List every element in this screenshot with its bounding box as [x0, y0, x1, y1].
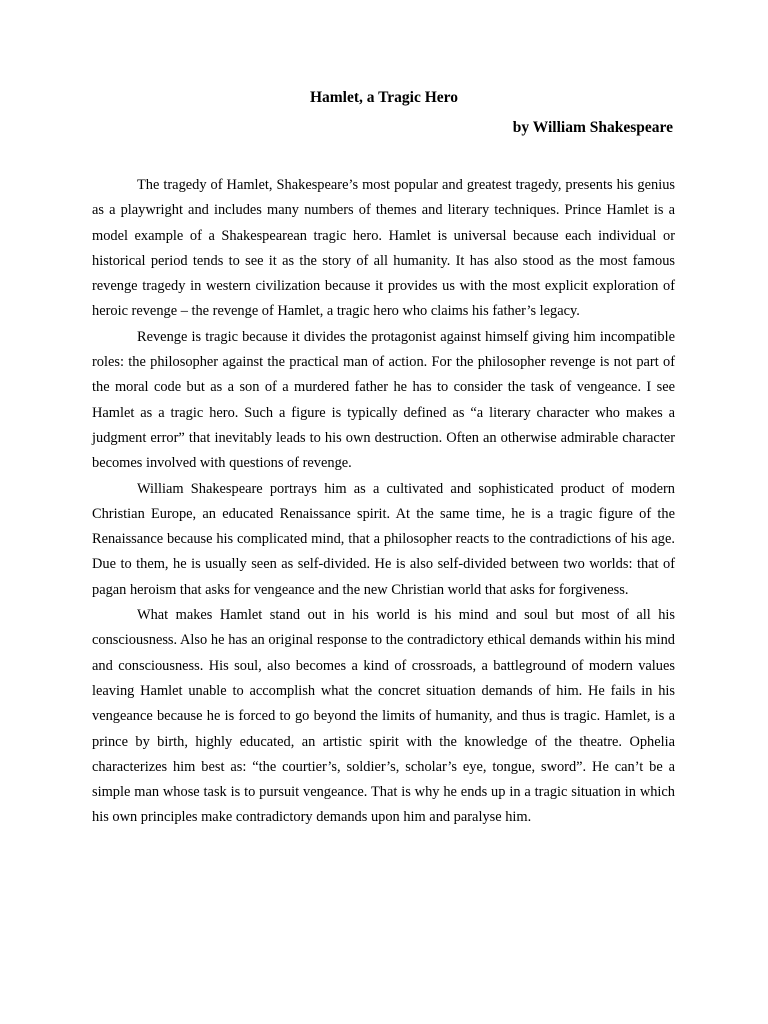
- document-title: Hamlet, a Tragic Hero: [309, 89, 459, 106]
- document-body: [92, 173, 675, 831]
- document-byline: by William Shakespeare: [512, 119, 673, 136]
- paragraph: The tragedy of Hamlet, Shakespeare’s most popular and greatest tragedy, presents his genius as a playwright and includes many numbers of themes and literary techniques. Prince Hamlet is a model example of a Shakespearean tragic hero. Hamlet is universal because each individual or historical period tends to see it as the story of all humanity. It has also stood as the most famous revenge tragedy in western civilization because it provides us with the most explicit exploration of heroic revenge – the revenge of Hamlet, a tragic hero who claims his father’s legacy.: [92, 177, 675, 320]
- paragraph: Revenge is tragic because it divides the protagonist against himself giving him incompatible roles: the philosopher against the practical man of action. For the philosopher revenge is not part of the moral code but as a son of a murdered father he has to consider the task of vengeance. I see Hamlet as a tragic hero. Such a figure is typically defined as “a literary character who makes a judgment error” that inevitably leads to his own destruction. Often an otherwise admirable character becomes involved with questions of revenge.: [92, 328, 675, 472]
- paragraph: What makes Hamlet stand out in his world is his mind and soul but most of all his consciousness. Also he has an original response to the contradictory ethical demands within his mind and consciousness. His soul, also becomes a kind of crossroads, a battleground of modern values leaving Hamlet unable to accomplish what the concret situation demands of him. He fails in his vengeance because he is forced to go beyond the limits of humanity, and thus is tragic. Hamlet, is a prince by birth, highly educated, an artistic spirit with the knowledge of the theatre. Ophelia characterizes him best as: “the courtier’s, soldier’s, scholar’s eye, tongue, sword”. He can’t be a simple man whose task is to pursuit vengeance. That is why he ends up in a tragic situation in which his own principles make contradictory demands upon him and paralyse him.: [92, 607, 675, 826]
- paragraph: William Shakespeare portrays him as a cultivated and sophisticated product of modern Christian Europe, an educated Renaissance spirit. At the same time, he is a tragic figure of the Renaissance because his complicated mind, that a philosopher reacts to the contradictions of his age. Due to them, he is usually seen as self-divided. He is also self-divided between two worlds: that of pagan heroism that asks for vengeance and the new Christian world that asks for forgiveness.: [92, 480, 675, 598]
